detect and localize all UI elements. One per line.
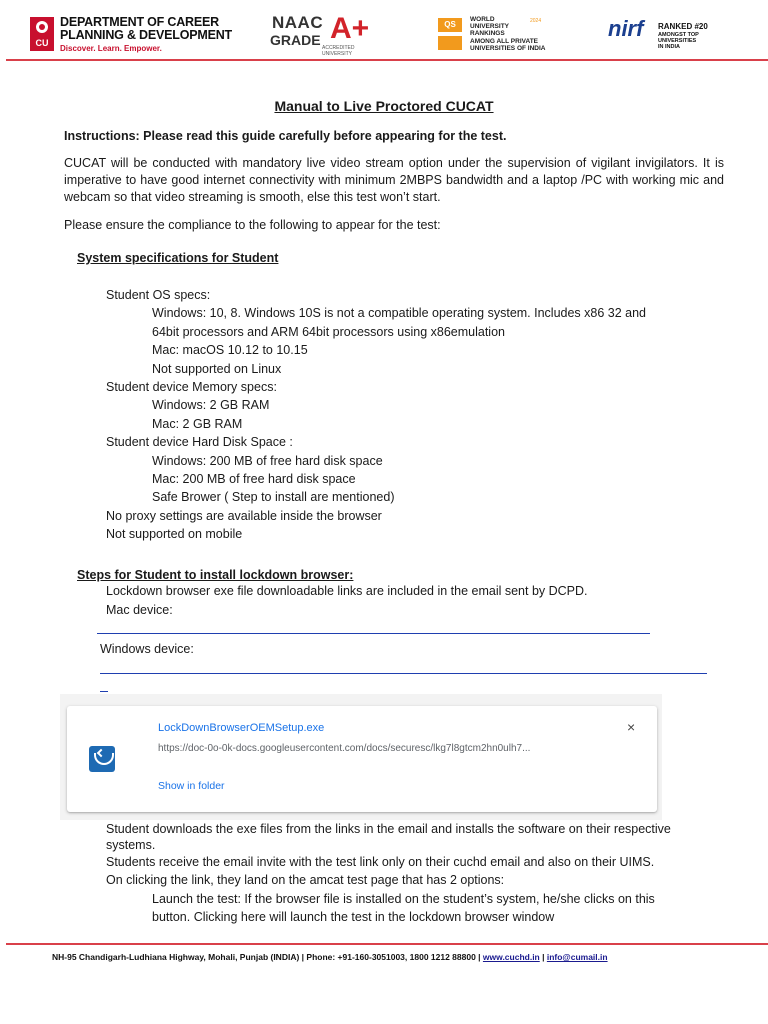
qs-line1: WORLD xyxy=(470,16,495,23)
instructions-text: Instructions: Please read this guide carefully before appearing for the test. xyxy=(64,129,507,143)
dept-name-line1: DEPARTMENT OF CAREER xyxy=(60,15,219,29)
launch-line: button. Clicking here will launch the test in the lockdown browser window xyxy=(152,910,555,924)
spec-item: Student device Hard Disk Space : xyxy=(106,435,293,450)
spec-subitem: Windows: 10, 8. Windows 10S is not a compatible operating system. Includes x86 32 and xyxy=(152,306,647,321)
page-header xyxy=(0,0,768,64)
header-divider xyxy=(6,59,768,61)
spec-subitem: Mac: 2 GB RAM xyxy=(152,416,243,431)
qs-year: 2024 xyxy=(530,18,542,24)
footer-address: NH-95 Chandigarh-Ludhiana Highway, Mohali, Punjab (INDIA) | Phone: +91-160-3051003, 1800 1212 88800 | xyxy=(52,952,483,962)
footer-email-link[interactable]: info@cumail.in xyxy=(546,952,608,962)
nirf-logo xyxy=(608,16,728,52)
download-card xyxy=(67,706,657,812)
show-in-folder-link[interactable]: Show in folder xyxy=(158,780,225,792)
steps-heading: Steps for Student to install lockdown browser: xyxy=(77,568,354,582)
after-line: Student downloads the exe files from the links in the email and installs the software on their respective xyxy=(106,822,671,836)
download-url: https://doc-0o-0k-docs.googleusercontent.com/docs/securesc/lkg7l8gtcm2hn0ulh7... xyxy=(158,743,531,754)
page-footer xyxy=(52,952,608,962)
cu-logo xyxy=(30,17,54,51)
qs-line4: AMONG ALL PRIVATE xyxy=(470,38,539,45)
nirf-sub1: AMONGST TOP xyxy=(658,32,699,38)
intro-paragraph: CUCAT will be conducted with mandatory live video stream option under the supervision of vigilant invigilators. It is imperative to have good internet connectivity with minimum 2MBPS bandwidth and a laptop /PC with working mic and webcam so that video streaming is smooth, else this test won’t start. xyxy=(64,156,724,204)
naac-grade: GRADE xyxy=(270,32,321,48)
qs-line3: RANKINGS xyxy=(470,30,505,37)
windows-link-rule[interactable] xyxy=(100,673,707,674)
qs-line5: UNIVERSITIES OF INDIA xyxy=(470,45,546,52)
mac-device-label: Mac device: xyxy=(106,603,173,617)
qs-logo xyxy=(438,14,548,52)
spec-subitem: Mac: 200 MB of free hard disk space xyxy=(152,472,356,486)
download-file-name[interactable]: LockDownBrowserOEMSetup.exe xyxy=(158,722,325,734)
close-icon[interactable]: × xyxy=(627,719,636,735)
spec-subitem: Windows: 200 MB of free hard disk space xyxy=(152,453,383,468)
windows-link-tail[interactable] xyxy=(100,691,108,692)
nirf-sub2: UNIVERSITIES xyxy=(658,38,697,44)
footer-divider xyxy=(6,943,768,945)
naac-sub: ACCREDITED UNIVERSITY xyxy=(322,45,355,57)
windows-device-label: Windows device: xyxy=(100,642,194,656)
qs-rankings-text xyxy=(470,16,509,37)
dept-name-line2: PLANNING & DEVELOPMENT xyxy=(60,28,232,42)
qs-badge: QS xyxy=(438,18,462,32)
mac-link-rule[interactable] xyxy=(97,633,650,634)
after-line: Students receive the email invite with the test link only on their cuchd email and also on their UIMS. xyxy=(106,855,655,869)
launch-line: Launch the test: If the browser file is installed on the student’s system, he/she clicks on this xyxy=(152,892,655,906)
qs-among-text xyxy=(470,38,545,52)
download-app-icon xyxy=(89,746,115,772)
naac-logo xyxy=(270,12,380,57)
spec-subitem: Mac: macOS 10.12 to 10.15 xyxy=(152,343,308,358)
steps-line: Lockdown browser exe file downloadable links are included in the email sent by DCPD. xyxy=(106,584,588,598)
footer-website-link[interactable]: www.cuchd.in xyxy=(482,952,540,962)
footer-separator: | xyxy=(539,952,547,962)
dept-logo xyxy=(60,16,232,55)
spec-subitem: Windows: 2 GB RAM xyxy=(152,398,270,413)
ensure-text: Please ensure the compliance to the following to appear for the test: xyxy=(64,218,441,232)
spec-item: Student OS specs: xyxy=(106,288,211,302)
cu-emblem-icon xyxy=(36,21,48,33)
cu-badge-text: CU xyxy=(35,38,49,48)
spec-item: No proxy settings are available inside the browser xyxy=(106,508,382,523)
nirf-word: nirf xyxy=(608,16,644,41)
spec-item: Student device Memory specs: xyxy=(106,380,277,394)
spec-subitem: Safe Brower ( Step to install are mentioned) xyxy=(152,490,395,505)
system-spec-heading: System specifications for Student xyxy=(77,251,279,265)
nirf-sub xyxy=(658,32,699,50)
naac-word: NAAC xyxy=(272,13,324,32)
spec-subitem: Not supported on Linux xyxy=(152,361,282,376)
spec-item: Not supported on mobile xyxy=(106,527,243,542)
spec-subitem: 64bit processors and ARM 64bit processors using x86emulation xyxy=(152,324,505,339)
qs-flag-icon xyxy=(438,36,462,50)
dept-tagline: Discover. Learn. Empower. xyxy=(60,44,162,53)
after-line: On clicking the link, they land on the amcat test page that has 2 options: xyxy=(106,873,505,887)
qs-line2: UNIVERSITY xyxy=(470,23,510,30)
page-title: Manual to Live Proctored CUCAT xyxy=(274,98,494,114)
nirf-rank: RANKED #20 xyxy=(658,22,708,31)
naac-mark: A+ xyxy=(330,12,370,45)
after-line: systems. xyxy=(106,838,156,852)
nirf-sub3: IN INDIA xyxy=(658,44,680,50)
